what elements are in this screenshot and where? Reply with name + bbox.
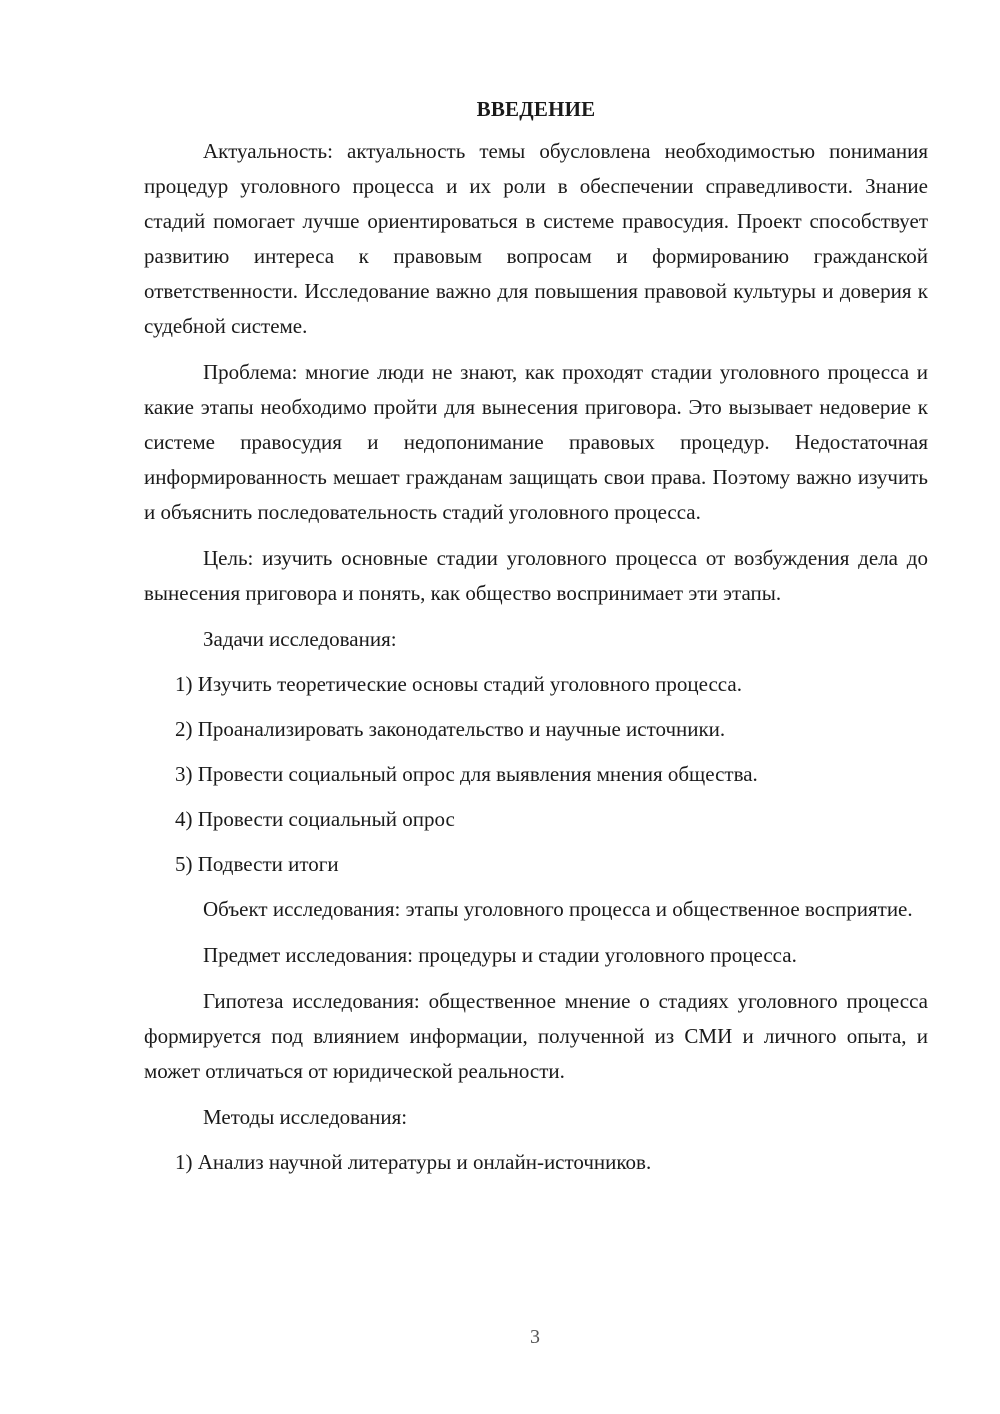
- subject-paragraph: Предмет исследования: процедуры и стадии уголовного процесса.: [203, 943, 797, 967]
- object-paragraph: Объект исследования: этапы уголовного процесса и общественное восприятие.: [203, 897, 913, 921]
- methods-label: Методы исследования:: [203, 1105, 408, 1129]
- task-item: 2) Проанализировать законодательство и научные источники.: [175, 717, 726, 741]
- hypothesis-paragraph: Гипотеза исследования: общественное мнение о стадиях уголовного процесса формируется под влиянием информации, полученной из СМИ и личного опыта, и может отличаться от юридической реальности.: [144, 989, 928, 1083]
- tasks-label: Задачи исследования:: [203, 627, 397, 651]
- document-page: [144, 92, 928, 1190]
- task-item: 3) Провести социальный опрос для выявления мнения общества.: [175, 762, 758, 786]
- task-item: 1) Изучить теоретические основы стадий уголовного процесса.: [175, 672, 742, 696]
- task-item: 5) Подвести итоги: [175, 852, 339, 876]
- relevance-paragraph: Актуальность: актуальность темы обусловлена необходимостью понимания процедур уголовного процесса и их роли в обеспечении справедливости. Знание стадий помогает лучше ориентироваться в системе правосудия. Проект способствует развитию интереса к правовым вопросам и формированию гражданской ответственности. Исследование важно для повышения правовой культуры и доверия к судебной системе.: [144, 139, 928, 338]
- document-title: ВВЕДЕНИЕ: [476, 97, 596, 121]
- problem-paragraph: Проблема: многие люди не знают, как проходят стадии уголовного процесса и какие этапы необходимо пройти для вынесения приговора. Это вызывает недоверие к системе правосудия и недопонимание правовых процедур. Недостаточная информированность мешает гражданам защищать свои права. Поэтому важно изучить и объяснить последовательность стадий уголовного процесса.: [144, 360, 928, 524]
- goal-paragraph: Цель: изучить основные стадии уголовного процесса от возбуждения дела до вынесения приговора и понять, как общество воспринимает эти этапы.: [144, 546, 928, 605]
- page-number: 3: [530, 1326, 540, 1348]
- task-item: 4) Провести социальный опрос: [175, 807, 455, 831]
- method-item: 1) Анализ научной литературы и онлайн-источников.: [175, 1150, 652, 1174]
